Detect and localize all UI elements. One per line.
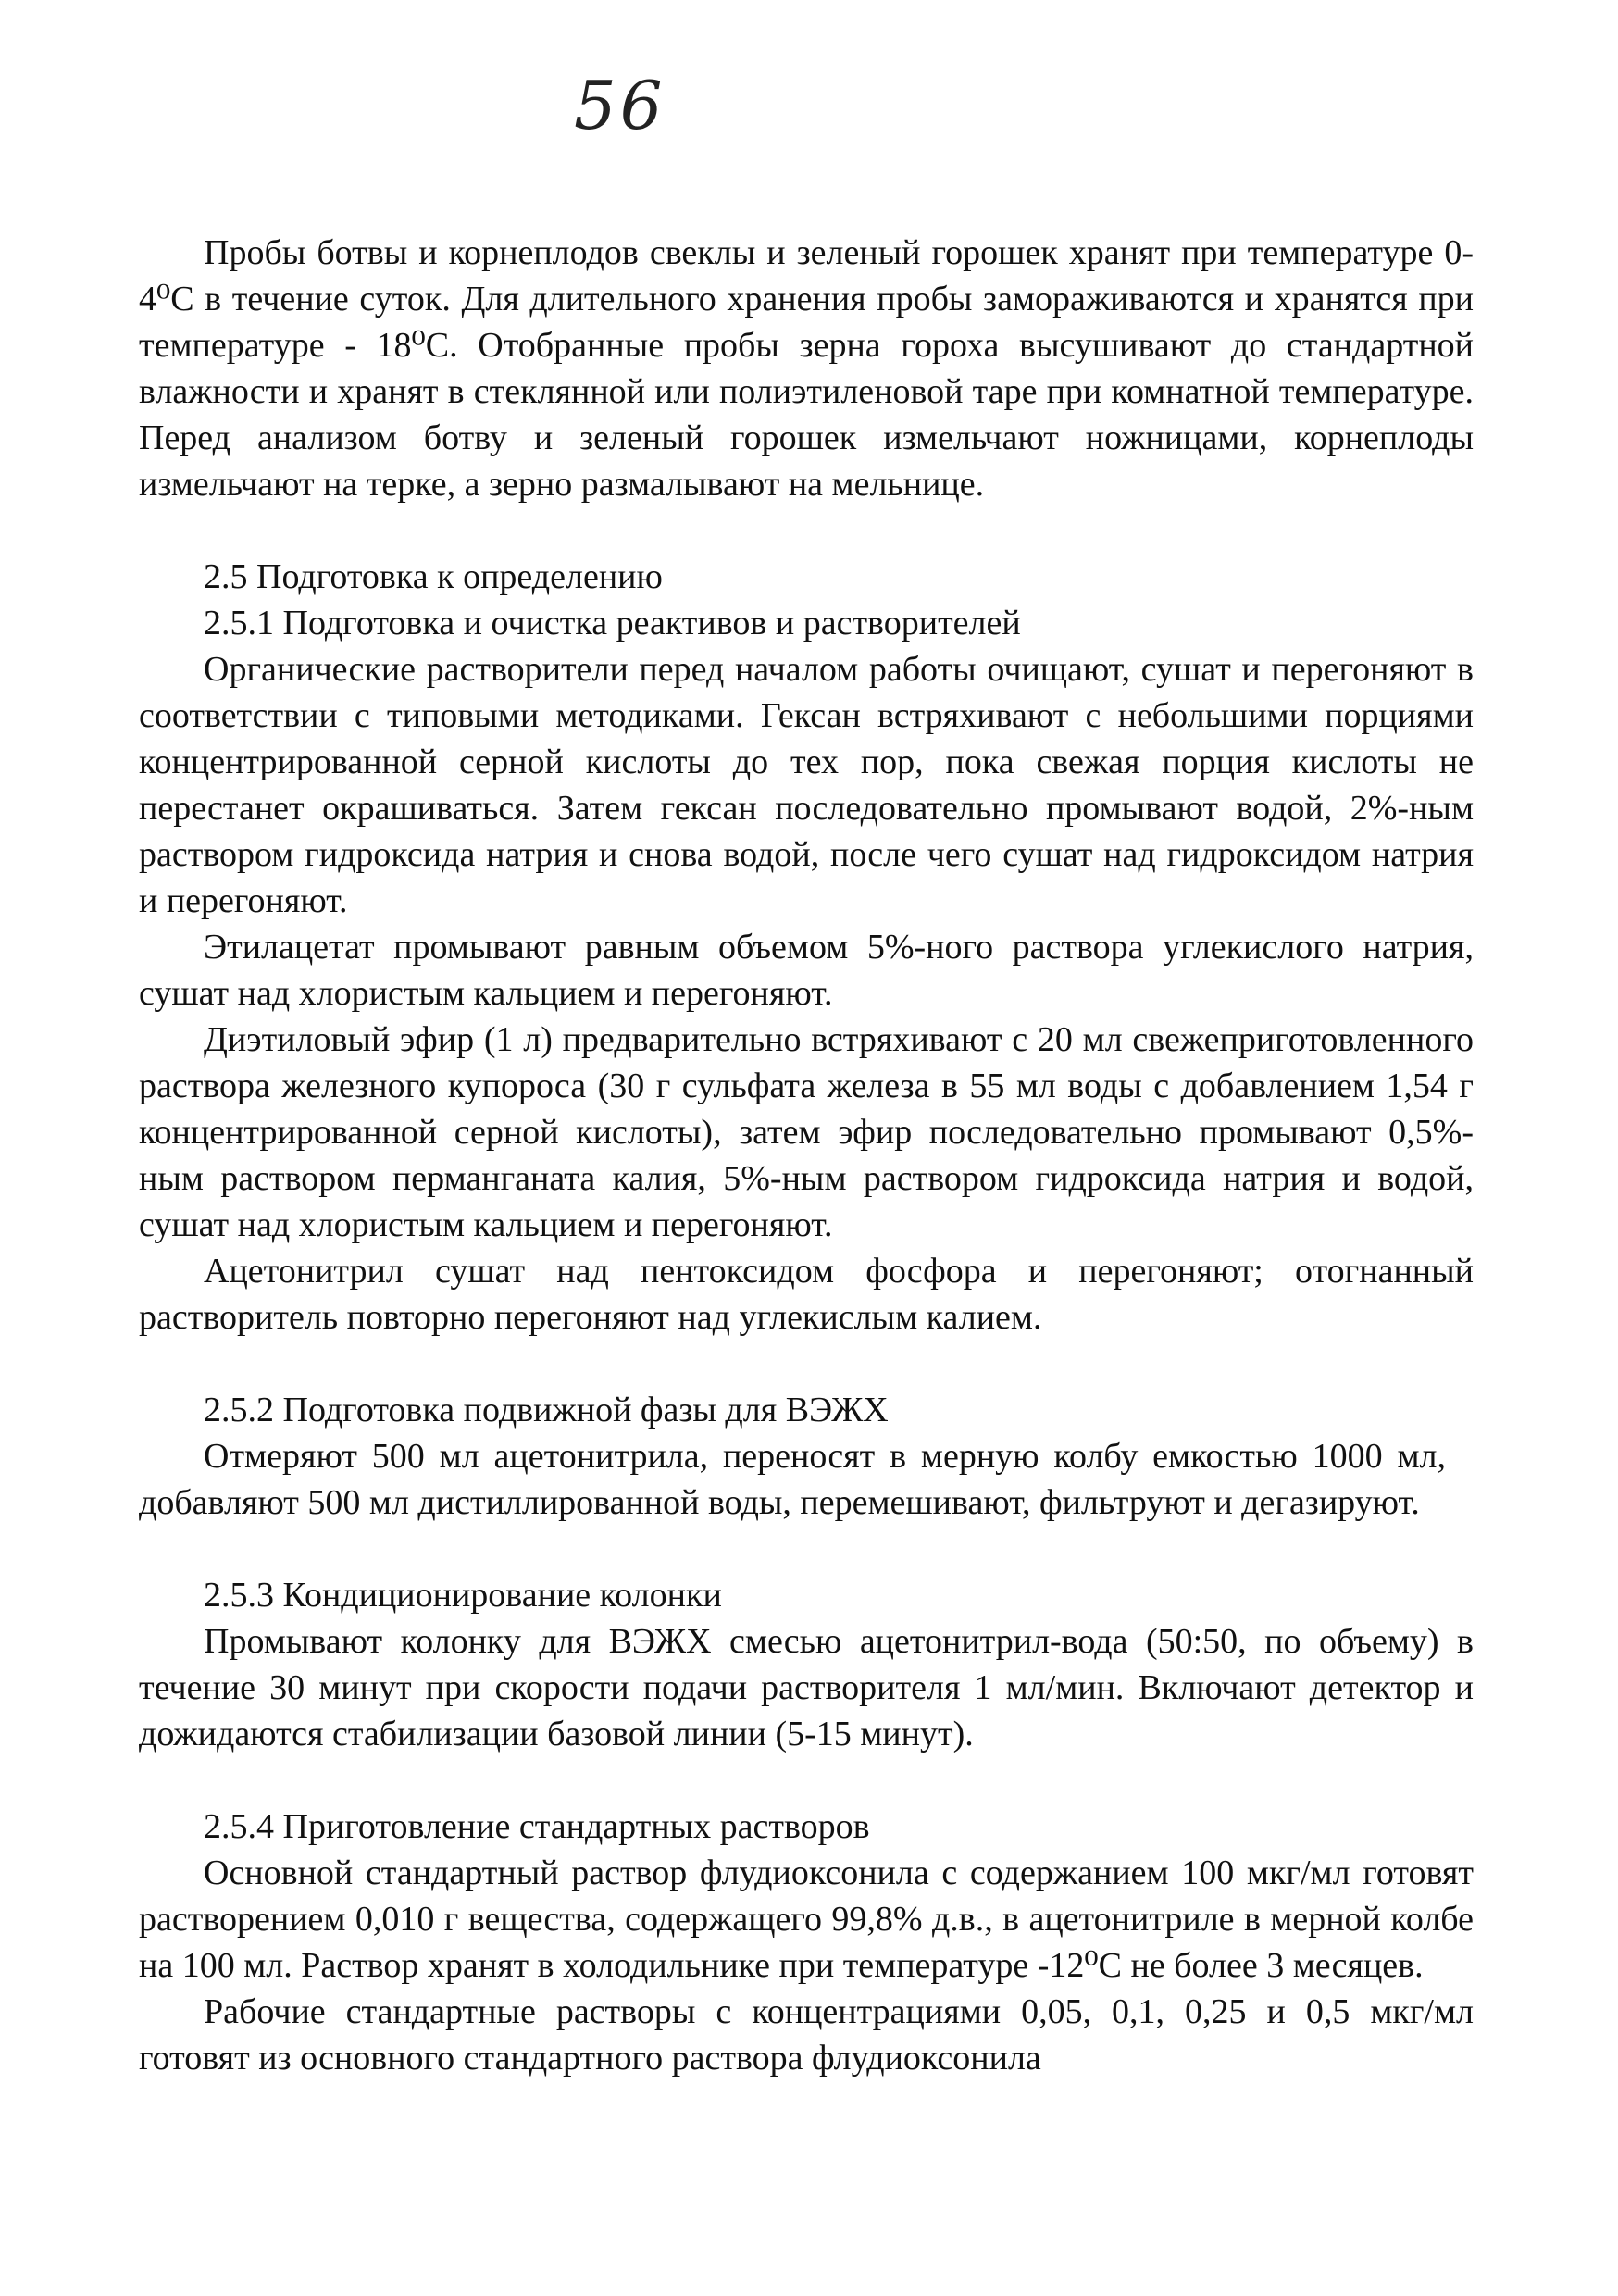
page-number: 56 [574,67,666,144]
paragraph-mobile-phase: Отмеряют 500 мл ацетонитрила, переносят в мерную колбу емкостью 1000 мл, добавляют 500 мл дистиллированной воды, перемешивают, фильтруют и дегазируют. [139,1437,1446,1522]
paragraph-sample-storage: Пробы ботвы и корнеплодов свеклы и зеленый горошек хранят при температуре 0-4⁰С в течение суток. Для длительного хранения пробы замораживаются и хранятся при температуре - 18⁰С. Отобранные пробы зерна гороха высушивают до стандартной влажности и хранят в стеклянной или полиэтиленовой таре при комнатной температуре. Перед анализом ботву и зеленый горошек измельчают ножницами, корнеплоды измельчают на терке, а зерно размалывают на мельнице. [139,233,1474,504]
section-heading-2-5-3: 2.5.3 Кондиционирование колонки [204,1576,722,1615]
paragraph-solvent-purification: Органические растворители перед началом работы очищают, сушат и перегоняют в соответствии с типовыми методиками. Гексан встряхивают с небольшими порциями концентрированной серной кислоты до тех пор, пока свежая порция кислоты не перестанет окрашиваться. Затем гексан последовательно промывают водой, 2%-ным раствором гидроксида натрия и снова водой, после чего сушат над гидроксидом натрия и перегоняют. [139,650,1474,920]
section-heading-2-5: 2.5 Подготовка к определению [204,557,663,596]
paragraph-stock-standard: Основной стандартный раствор флудиоксонила с содержанием 100 мкг/мл готовят растворением 0,010 г вещества, содержащего 99,8% д.в., в ацетонитриле в мерной колбе на 100 мл. Раствор хранят в холодильнике при температуре -12⁰С не более 3 месяцев. [139,1853,1474,1985]
paragraph-ethyl-acetate: Этилацетат промывают равным объемом 5%-ного раствора углекислого натрия, сушат над хлористым кальцием и перегоняют. [139,928,1474,1013]
document-body [139,230,1474,2081]
section-heading-2-5-2: 2.5.2 Подготовка подвижной фазы для ВЭЖХ [204,1391,889,1429]
section-heading-2-5-4: 2.5.4 Приготовление стандартных растворов [204,1807,870,1846]
paragraph-diethyl-ether: Диэтиловый эфир (1 л) предварительно встряхивают с 20 мл свежеприготовленного раствора железного купороса (30 г сульфата железа в 55 мл воды с добавлением 1,54 г концентрированной серной кислоты), затем эфир последовательно промывают 0,5%-ным раствором перманганата калия, 5%-ным раствором гидроксида натрия и водой, сушат над хлористым кальцием и перегоняют. [139,1020,1474,1244]
paragraph-working-standards: Рабочие стандартные растворы с концентрациями 0,05, 0,1, 0,25 и 0,5 мкг/мл готовят из основного стандартного раствора флудиоксонила [139,1992,1474,2078]
paragraph-column-conditioning: Промывают колонку для ВЭЖХ смесью ацетонитрил-вода (50:50, по объему) в течение 30 минут при скорости подачи растворителя 1 мл/мин. Включают детектор и дожидаются стабилизации базовой линии (5-15 минут). [139,1622,1474,1753]
paragraph-acetonitrile: Ацетонитрил сушат над пентоксидом фосфора и перегоняют; отогнанный растворитель повторно перегоняют над углекислым калием. [139,1252,1474,1337]
section-heading-2-5-1: 2.5.1 Подготовка и очистка реактивов и растворителей [204,604,1021,643]
